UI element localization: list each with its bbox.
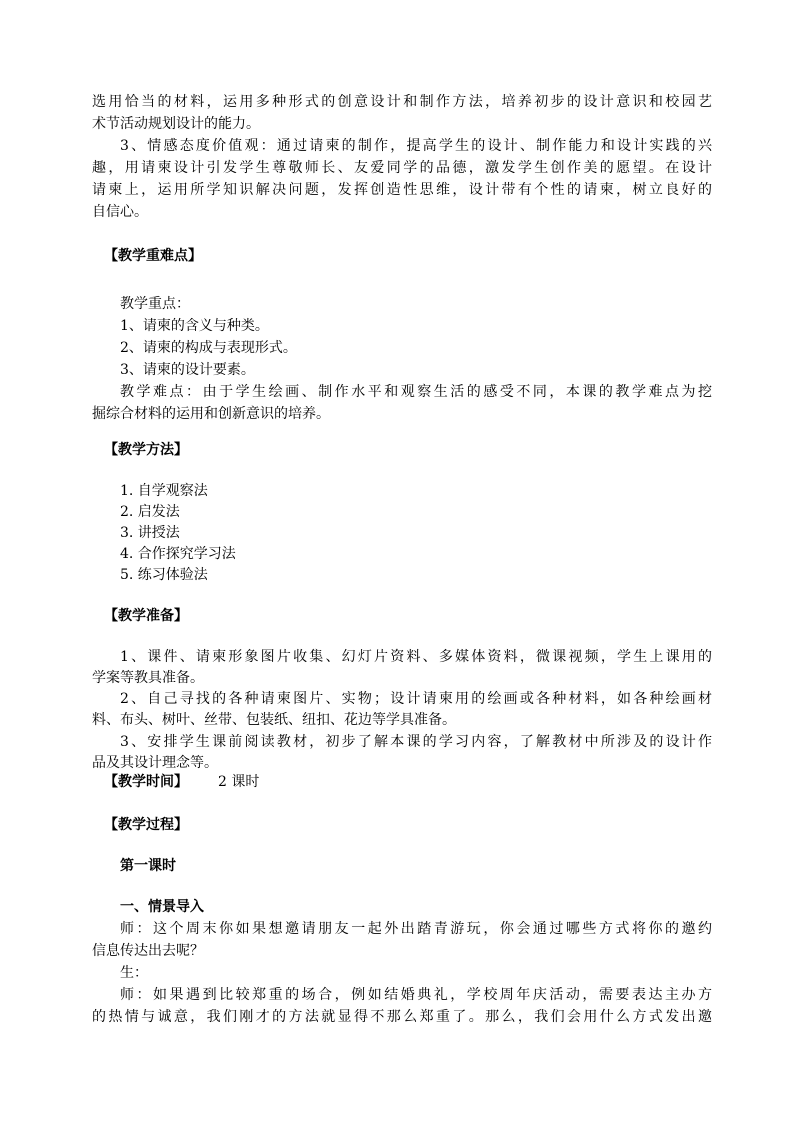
- preparation-line: 品及其设计理念等。: [92, 755, 218, 771]
- dialogue-line: 师：如果遇到比较郑重的场合，例如结婚典礼，学校周年庆活动，需要表达主办方: [120, 987, 712, 1003]
- method-item: 2. 启发法: [120, 504, 180, 520]
- dialogue-line: 的热情与诚意，我们刚才的方法就显得不那么郑重了。那么，我们会用什么方式发出邀: [92, 1009, 712, 1025]
- heading-time-label: 【教学时间】: [104, 774, 188, 790]
- heading-process: 【教学过程】: [104, 817, 188, 833]
- emotion-paragraph-line: 3、情感态度价值观：通过请柬的制作，提高学生的设计、制作能力和设计实践的兴: [120, 138, 712, 154]
- first-lesson-title: 第一课时: [120, 858, 176, 874]
- key-point-item: 2、请柬的构成与表现形式。: [120, 340, 297, 356]
- key-point-item: 1、请柬的含义与种类。: [120, 318, 269, 334]
- emotion-paragraph-line: 请柬上，运用所学知识解决问题，发挥创造性思维，设计带有个性的请柬，树立良好的: [92, 182, 712, 198]
- preparation-line: 学案等教具准备。: [92, 670, 204, 686]
- key-point-item: 3、请柬的设计要素。: [120, 362, 255, 378]
- heading-preparation: 【教学准备】: [104, 608, 188, 624]
- goal-paragraph-line: 术节活动规划设计的能力。: [92, 116, 260, 132]
- dialogue-line: 师：这个周末你如果想邀请朋友一起外出踏青游玩，你会通过哪些方式将你的邀约: [120, 921, 712, 937]
- section-intro-title: 一、情景导入: [120, 899, 204, 915]
- goal-paragraph-line: 选用恰当的材料，运用多种形式的创意设计和制作方法，培养初步的设计意识和校园艺: [92, 94, 712, 110]
- method-item: 3. 讲授法: [120, 525, 180, 541]
- time-value: 2 课时: [218, 774, 260, 790]
- preparation-line: 2、自己寻找的各种请柬图片、实物；设计请柬用的绘画或各种材料，如各种绘画材: [120, 691, 712, 707]
- dialogue-line: 信息传达出去呢？: [92, 943, 204, 959]
- difficulty-line: 教学难点：由于学生绘画、制作水平和观察生活的感受不同，本课的教学难点为挖: [120, 384, 712, 400]
- preparation-line: 3、安排学生课前阅读教材，初步了解本课的学习内容，了解教材中所涉及的设计作: [120, 734, 712, 750]
- method-item: 5. 练习体验法: [120, 567, 208, 583]
- dialogue-line: 生：: [120, 965, 148, 981]
- preparation-line: 料、布头、树叶、丝带、包装纸、纽扣、花边等学具准备。: [92, 712, 456, 728]
- heading-key-points: 【教学重难点】: [104, 248, 202, 264]
- key-points-label: 教学重点：: [120, 296, 190, 312]
- preparation-line: 1、课件、请柬形象图片收集、幻灯片资料、多媒体资料，微课视频，学生上课用的: [120, 649, 712, 665]
- emotion-paragraph-line: 趣，用请柬设计引发学生尊敬师长、友爱同学的品德，激发学生创作美的愿望。在设计: [92, 160, 712, 176]
- method-item: 4. 合作探究学习法: [120, 546, 236, 562]
- method-item: 1. 自学观察法: [120, 483, 208, 499]
- emotion-paragraph-line: 自信心。: [92, 204, 148, 220]
- heading-methods: 【教学方法】: [104, 442, 188, 458]
- difficulty-line: 掘综合材料的运用和创新意识的培养。: [92, 406, 330, 422]
